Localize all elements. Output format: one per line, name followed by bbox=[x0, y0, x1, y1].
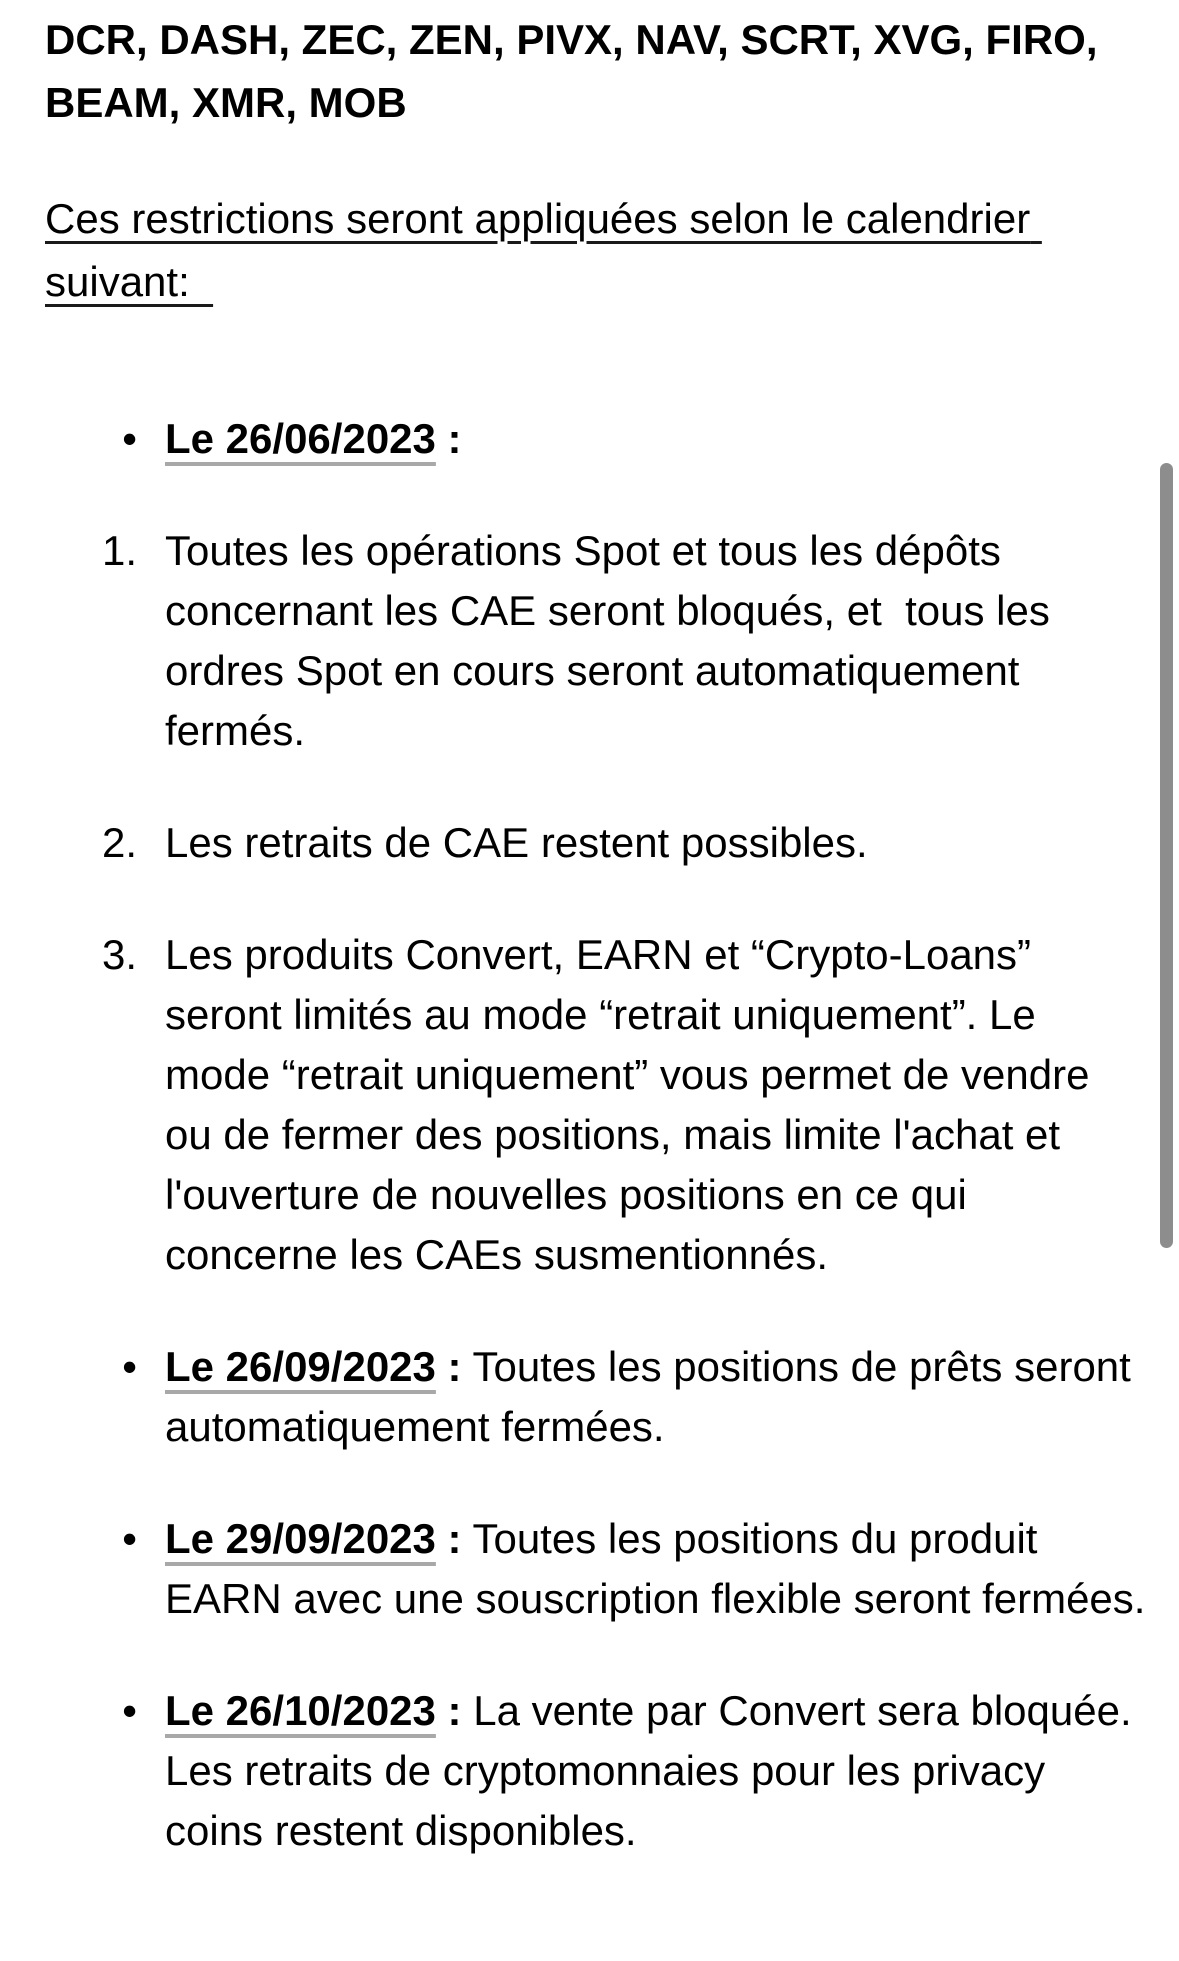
bullet-marker: • bbox=[122, 1687, 137, 1734]
colon-separator: : bbox=[435, 1343, 462, 1390]
item-text: Les produits Convert, EARN et “Crypto-Loans” seront limités au mode “retrait uniquement”. Le mode “retrait uniquement” vous permet de vendre ou de fermer des positions, mais limite l'achat et l'ouverture de nouvelles positions en ce qui concerne les CAEs susmentionnés. bbox=[165, 931, 1102, 1278]
item-text: Toutes les positions du produit EARN avec une souscription flexible seront fermées. bbox=[165, 1515, 1146, 1622]
list-number: 1. bbox=[101, 527, 137, 574]
item-text: La vente par Convert sera bloquée. Les retraits de cryptomonnaies pour les privacy coins restent disponibles. bbox=[165, 1687, 1144, 1854]
item-body bbox=[165, 1343, 1143, 1450]
date-label: Le 29/09/2023 bbox=[165, 1515, 436, 1562]
item-text: Toutes les opérations Spot et tous les dépôts concernant les CAE seront bloqués, et tous les ordres Spot en cours seront automatiquement fermés. bbox=[165, 527, 1062, 754]
bullet-marker: • bbox=[122, 1343, 137, 1390]
date-label: Le 26/09/2023 bbox=[165, 1343, 436, 1390]
coin-tickers-heading: DCR, DASH, ZEC, ZEN, PIVX, NAV, SCRT, XVG, FIRO, BEAM, XMR, MOB bbox=[45, 16, 1110, 126]
bullet-marker: • bbox=[122, 415, 137, 462]
list-number: 3. bbox=[101, 931, 137, 978]
item-body bbox=[165, 1687, 1143, 1854]
item-text: Les retraits de CAE restent possibles. bbox=[165, 819, 868, 866]
colon-separator: : bbox=[435, 1687, 462, 1734]
colon-separator: : bbox=[435, 415, 462, 462]
date-label: Le 26/06/2023 bbox=[165, 415, 436, 462]
colon-separator: : bbox=[435, 1515, 462, 1562]
intro-underlined-sentence: Ces restrictions seront appliquées selon le calendrier suivant: bbox=[45, 195, 1042, 305]
bullet-marker: • bbox=[122, 1515, 137, 1562]
schedule-item bbox=[45, 521, 1147, 761]
schedule-item bbox=[45, 1337, 1147, 1457]
restriction-schedule-list bbox=[45, 409, 1147, 1861]
date-label: Le 26/10/2023 bbox=[165, 1687, 436, 1734]
schedule-item bbox=[45, 1681, 1147, 1861]
item-body bbox=[165, 1515, 1145, 1622]
list-number: 2. bbox=[101, 819, 137, 866]
item-body bbox=[165, 819, 868, 866]
item-body bbox=[165, 415, 462, 462]
scrollbar-thumb[interactable] bbox=[1160, 463, 1173, 1248]
schedule-item bbox=[45, 409, 1147, 469]
item-body bbox=[165, 931, 1101, 1278]
schedule-item bbox=[45, 925, 1147, 1285]
schedule-item bbox=[45, 813, 1147, 873]
item-text: Toutes les positions de prêts seront automatiquement fermées. bbox=[165, 1343, 1143, 1450]
schedule-item bbox=[45, 1509, 1147, 1629]
item-body bbox=[165, 527, 1062, 754]
